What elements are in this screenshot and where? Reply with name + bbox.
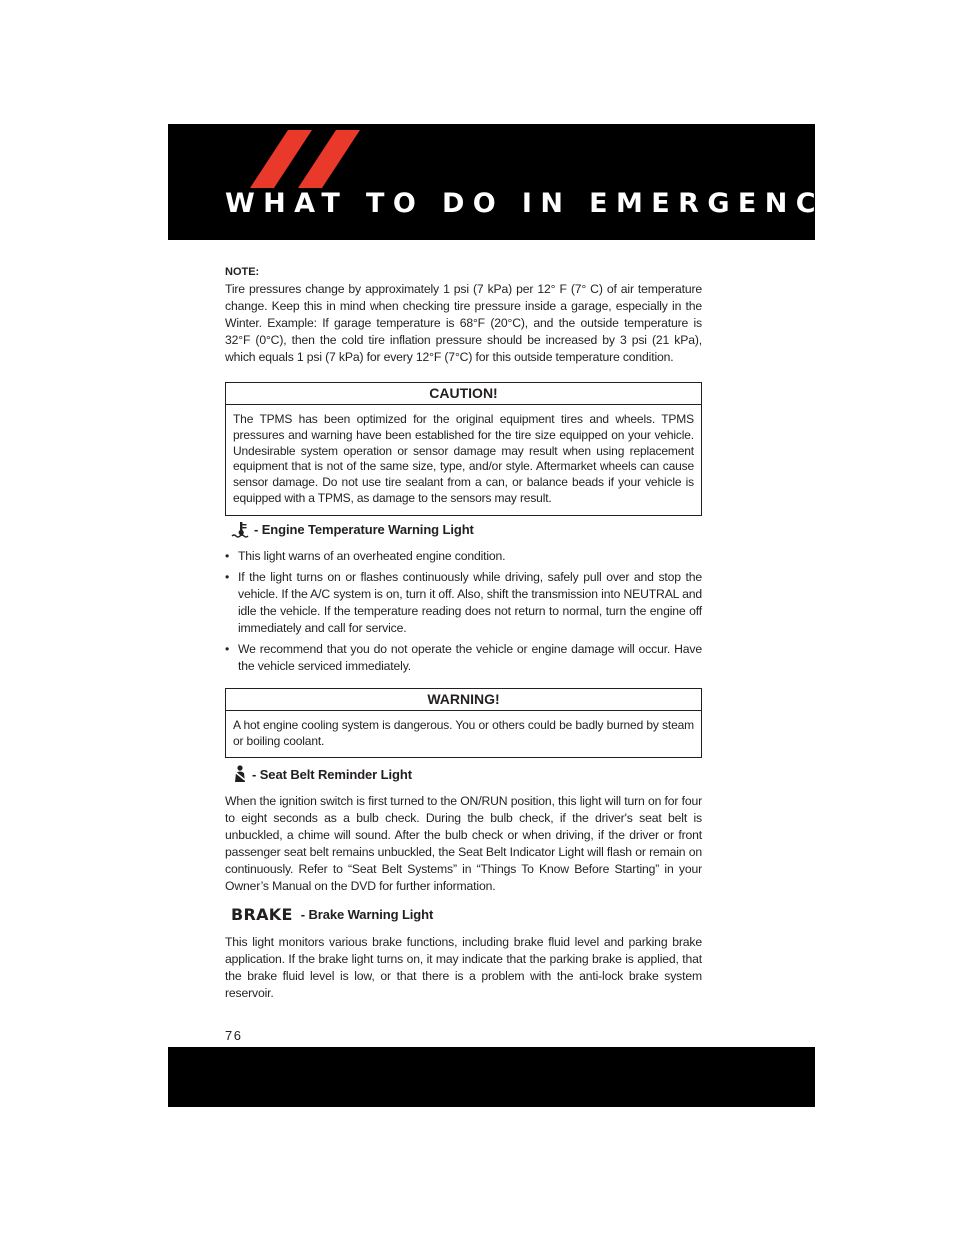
seat-belt-icon [231,765,249,783]
page-header [168,124,898,240]
note-text: Tire pressures change by approximately 1 psi (7 kPa) per 12° F (7° C) of air temperature change. Keep this in mind when checking tire pressure inside a garage, especially in the Winter. Example: If garage temperature is 68°F (20°C), and the outside temperature is 32°F (0°C), then the cold tire inflation pressure should be increased by 3 psi (21 kPa), which equals 1 psi (7 kPa) for every 12°F (7°C) for this outside temperature condition. [225,282,702,364]
warning-title: WARNING! [226,689,701,711]
list-item: • We recommend that you do not operate the vehicle or engine damage will occur. Have the vehicle serviced immediately. [225,641,702,675]
brand-stripes-icon [250,130,360,188]
seat-belt-heading [231,765,702,783]
note-label: NOTE: [225,266,260,278]
list-item: • If the light turns on or flashes continuously while driving, safely pull over and stop the vehicle. If the A/C system is on, turn it off. Also, shift the transmission into NEUTRAL and idle the vehicle. If the temperature reading does not return to normal, turn the engine off immediately and call for service. [225,569,702,637]
page-content [225,266,702,1002]
engine-temperature-icon [231,522,251,538]
engine-temp-heading-text: - Engine Temperature Warning Light [254,522,474,538]
engine-temp-list [225,548,702,675]
list-item: • This light warns of an overheated engine condition. [225,548,702,565]
caution-title: CAUTION! [226,383,701,405]
warning-box [225,688,702,759]
brake-icon: BRAKE [231,905,293,925]
seat-belt-heading-text: - Seat Belt Reminder Light [252,766,412,782]
seat-belt-text: When the ignition switch is first turned to the ON/RUN position, this light will turn on for four to eight seconds as a bulb check. During the bulb check, if the driver's seat belt is unbuckled, a chime will sound. After the bulb check or when driving, if the driver or front passenger seat belt remains unbuckled, the Seat Belt Indicator Light will flash or remain on continuously. Refer to “Seat Belt Systems” in “Things To Know Before Starting” in your Owner’s Manual on the DVD for further information. [225,794,702,894]
brake-heading-text: - Brake Warning Light [300,907,434,923]
page-number: 76 [225,1028,243,1043]
page-footer [168,1047,815,1107]
caution-text: The TPMS has been optimized for the original equipment tires and wheels. TPMS pressures and warning have been established for the tire size equipped on your vehicle. Undesirable system operation or sensor damage may result when using replacement equipment that is not of the same size, type, and/or style. Aftermarket wheels can cause sensor damage. Do not use tire sealant from a can, or balance beads if your vehicle is equipped with a TPMS, as damage to the sensors may result. [233,412,694,505]
engine-temp-heading [231,522,702,538]
warning-text: A hot engine cooling system is dangerous. You or others could be badly burned by steam or boiling coolant. [233,717,694,748]
caution-box [225,382,702,516]
section-title: WHAT TO DO IN EMERGENCIES [225,188,898,219]
brake-text: This light monitors various brake functions, including brake fluid level and parking brake application. If the brake light turns on, it may indicate that the parking brake is applied, that the brake fluid level is low, or that there is a problem with the anti-lock brake system reservoir. [225,935,702,1001]
brake-heading [231,905,702,924]
